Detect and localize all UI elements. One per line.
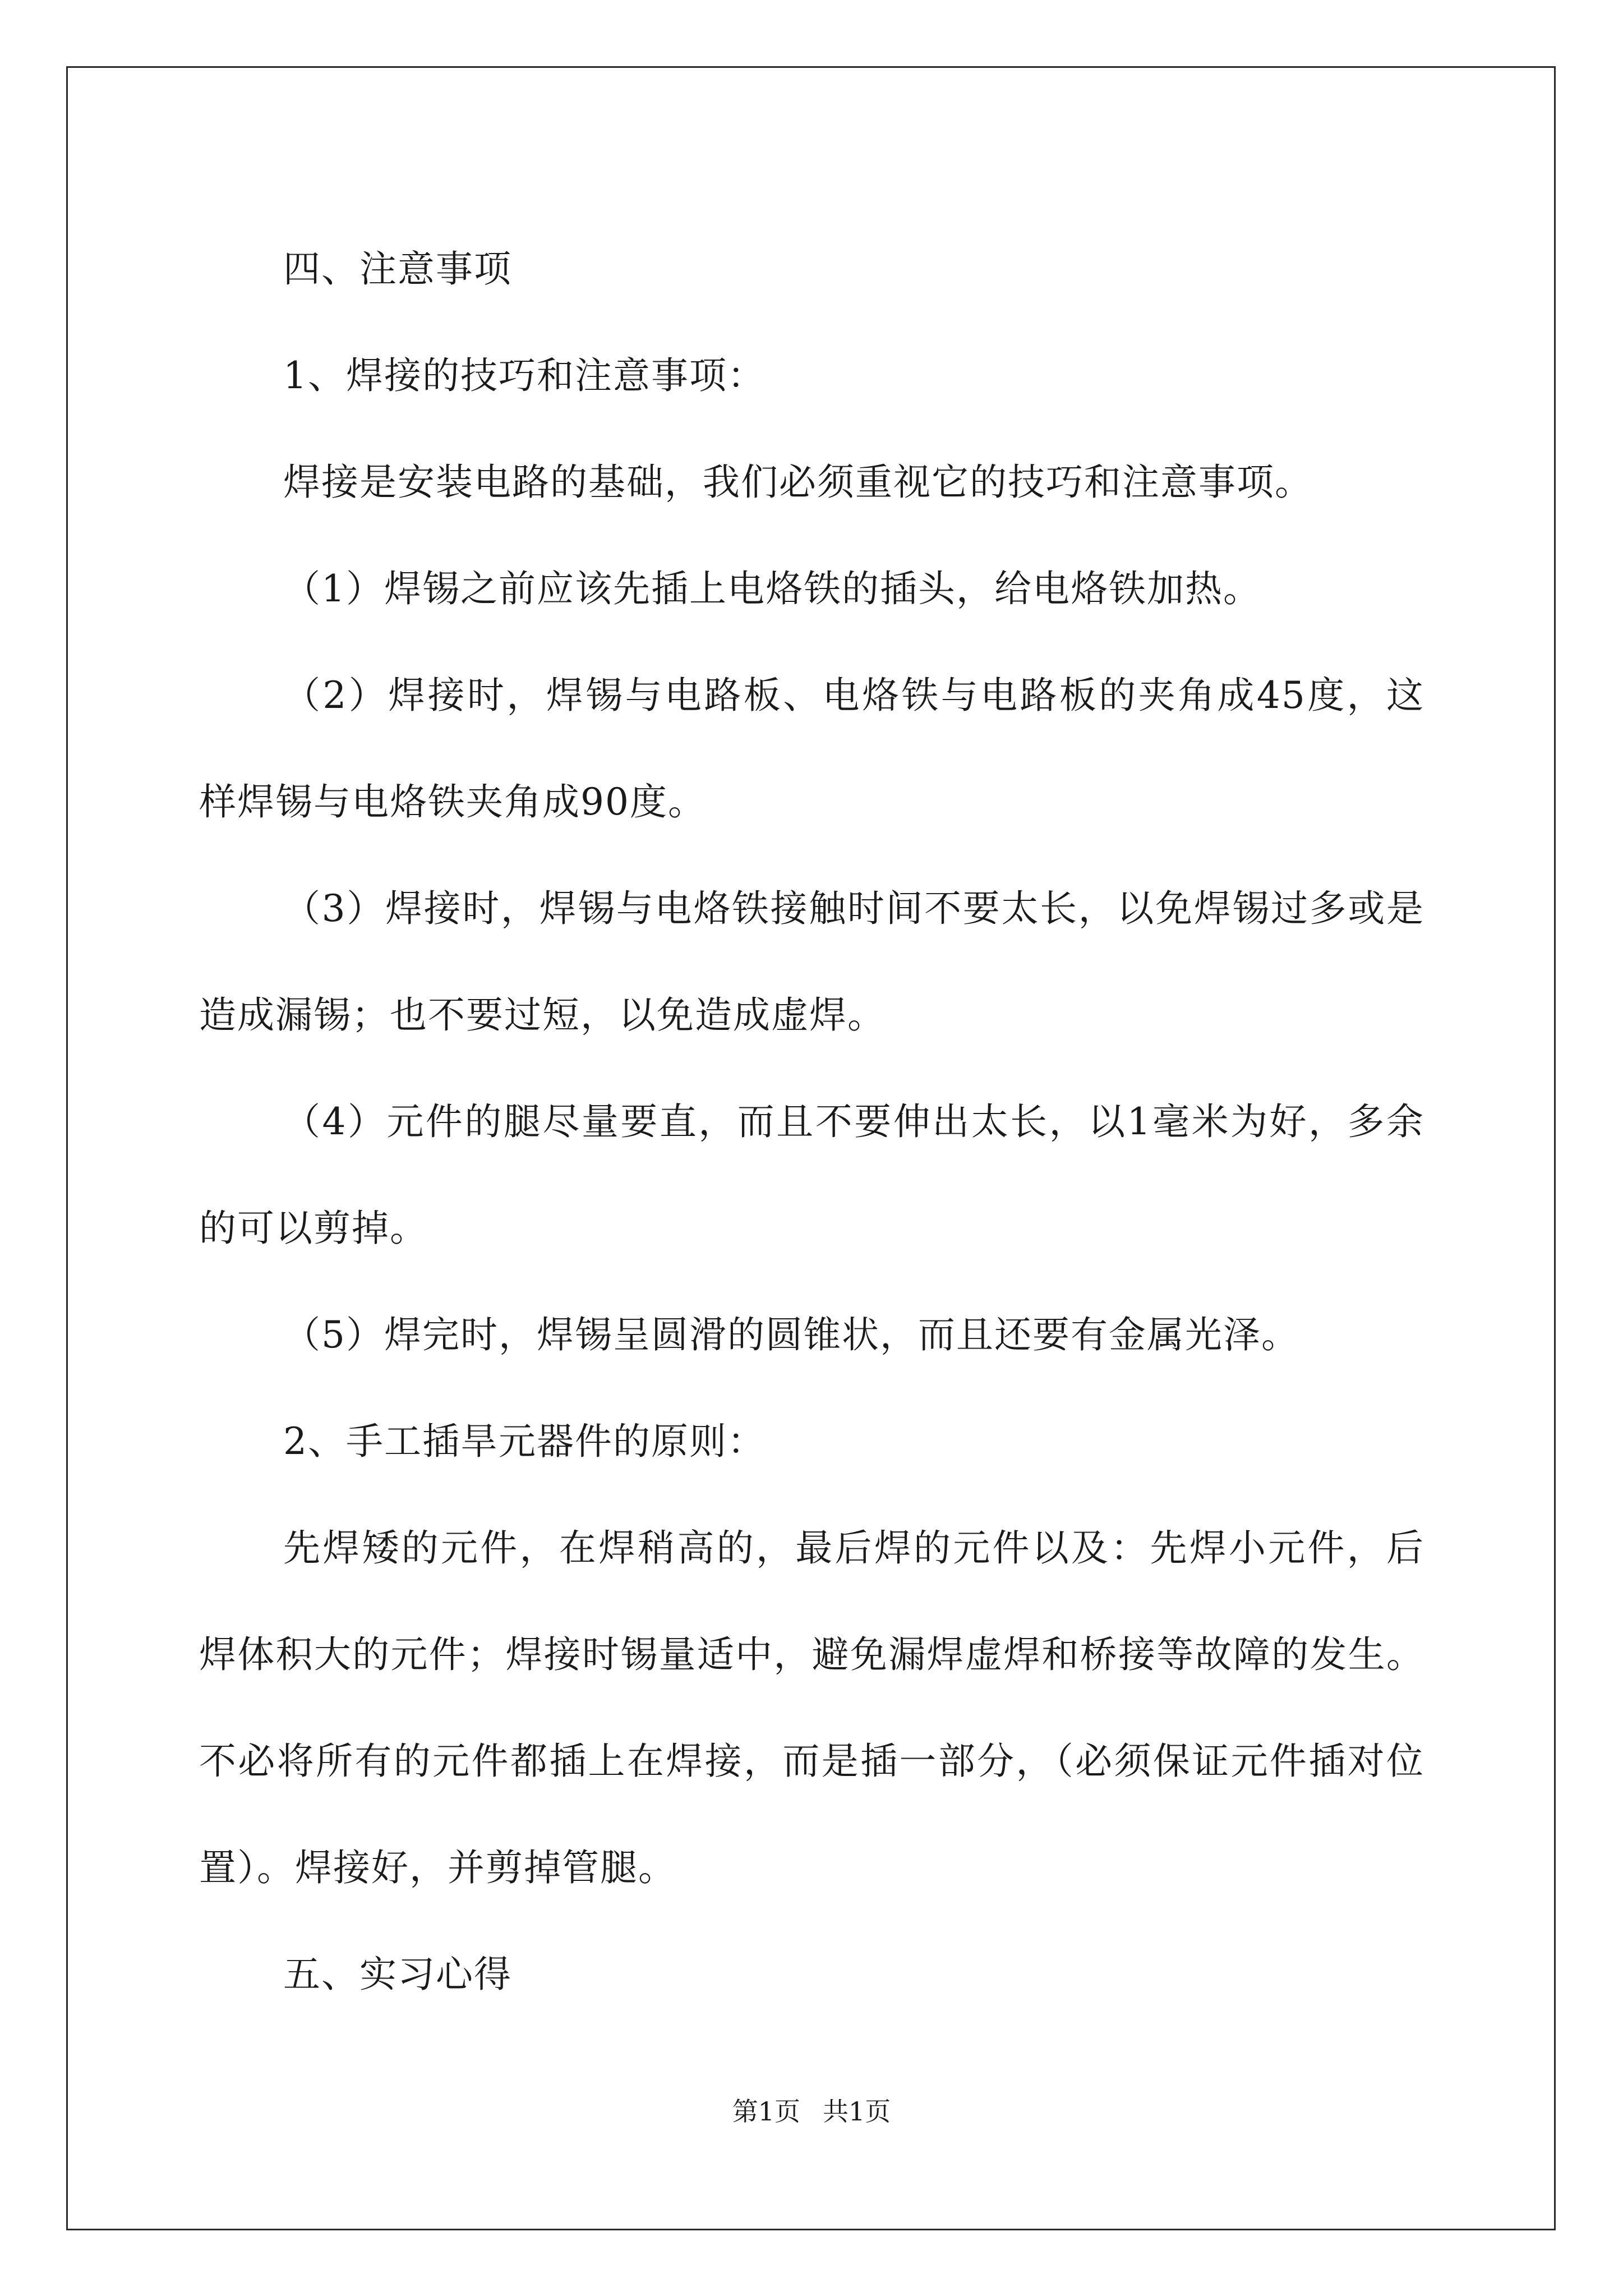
section-heading-5: 五、实习心得 (283, 1953, 512, 1996)
paragraph: 焊接是安装电路的基础，我们必须重视它的技巧和注意事项。 (283, 461, 1313, 504)
page-footer (0, 2091, 1623, 2128)
page-number: 第1页 (732, 2096, 800, 2127)
paragraph: 先焊矮的元件，在焊稍高的，最后焊的元件以及：先焊小元件，后焊体积大的元件；焊接时锡量适中，避免漏焊虚焊和桥接等故障的发生。不必将所有的元件都插上在焊接，而是插一部分，（必须保证元件插对位置）。焊接好，并剪掉管腿。 (199, 1526, 1424, 1889)
paragraph-item-4: （4）元件的腿尽量要直，而且不要伸出太长，以1毫米为好，多余的可以剪掉。 (199, 1100, 1424, 1250)
paragraph-item-2: （2）焊接时，焊锡与电路板、电烙铁与电路板的夹角成45度，这样焊锡与电烙铁夹角成90度。 (199, 674, 1424, 823)
paragraph-item-1: （1）焊锡之前应该先插上电烙铁的插头，给电烙铁加热。 (283, 567, 1261, 610)
document-body (199, 216, 1424, 2028)
page-total: 共1页 (823, 2096, 891, 2127)
paragraph-item-3: （3）焊接时，焊锡与电烙铁接触时间不要太长，以免焊锡过多或是造成漏锡；也不要过短，以免造成虚焊。 (199, 887, 1424, 1037)
section-heading-4: 四、注意事项 (283, 247, 512, 291)
paragraph-item-5: （5）焊完时，焊锡呈圆滑的圆锥状，而且还要有金属光泽。 (283, 1313, 1299, 1356)
subsection-heading-1: 1、焊接的技巧和注意事项： (283, 354, 766, 397)
subsection-heading-2: 2、手工插旱元器件的原则： (283, 1420, 766, 1463)
